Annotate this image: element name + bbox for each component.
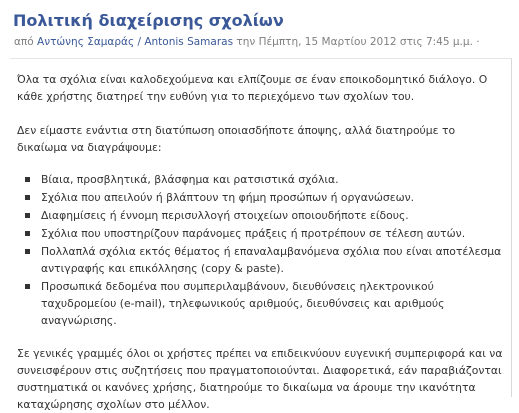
closing-paragraph: Σε γενικές γραμμές όλοι οι χρήστες πρέπει να επιδεικνύουν ευγενική συμπεριφορά και να συνεισφέρουν στις συζητήσεις που πραγματοποιούνται. Διαφορετικά, εάν παραβιάζονται συστηματικά οι κανόνες χρήσης, διατηρούμε το δικαίωμα να άρουμε την ικανότητα καταχώρησης σχολίων στο μέλλον. [17,347,503,411]
bullet-icon [25,249,30,254]
bullet-icon [25,231,30,236]
note-body [10,58,512,411]
list-item [17,225,505,242]
author-link[interactable]: Αντώνης Σαμαράς / Antonis Samaras [37,36,234,48]
note-title: Πολιτική διαχείρισης σχολίων [13,11,284,30]
list-item [17,207,505,224]
list-item-text: Πολλαπλά σχόλια εκτός θέματος ή επαναλαμβανόμενα σχόλια που είναι αποτέλεσμα αντιγραφής και επικόλλησης (copy & paste). [41,245,502,275]
list-item-text: Σχόλια που απειλούν ή βλάπτουν τη φήμη προσώπων ή οργανώσεων. [41,191,415,204]
bullet-icon [25,213,30,218]
list-item [17,189,505,206]
note-meta [14,36,480,48]
rules-list [17,171,505,329]
bullet-icon [25,195,30,200]
list-item [17,171,505,188]
note-date: την Πέμπτη, 15 Μαρτίου 2012 στις 7:45 μ.μ. [236,36,473,48]
intro-paragraph: Όλα τα σχόλια είναι καλοδεχούμενα και ελπίζουμε σε έναν εποικοδομητικό διάλογο. Ο κάθε χρήστης διατηρεί την ευθύνη για το περιεχόμενο των σχολίων του. [17,73,488,103]
list-item [17,278,505,329]
bullet-icon [25,284,30,289]
list-item-text: Προσωπικά δεδομένα που συμπεριλαμβάνουν, διευθύνσεις ηλεκτρονικού ταχυδρομείου (e-mail), τηλεφωνικούς αριθμούς, διευθύνσεις και αριθμούς αναγνώρισης. [41,280,445,327]
bullet-icon [25,177,30,182]
meta-separator: · [476,36,480,48]
policy-paragraph: Δεν είμαστε ενάντια στη διατύπωση οποιασδήποτε άποψης, αλλά διατηρούμε το δικαίωμα να διαγράψουμε: [17,124,456,154]
list-item-text: Σχόλια που υποστηρίζουν παράνομες πράξεις ή προτρέπουν σε τέλεση αυτών. [41,227,466,240]
from-prefix: από [14,36,34,48]
list-item [17,243,505,277]
list-item-text: Διαφημίσεις ή έννομη περισυλλογή στοιχείων οποιουδήποτε είδους. [41,209,409,222]
list-item-text: Βίαια, προσβλητικά, βλάσφημα και ρατσιστικά σχόλια. [41,173,339,186]
